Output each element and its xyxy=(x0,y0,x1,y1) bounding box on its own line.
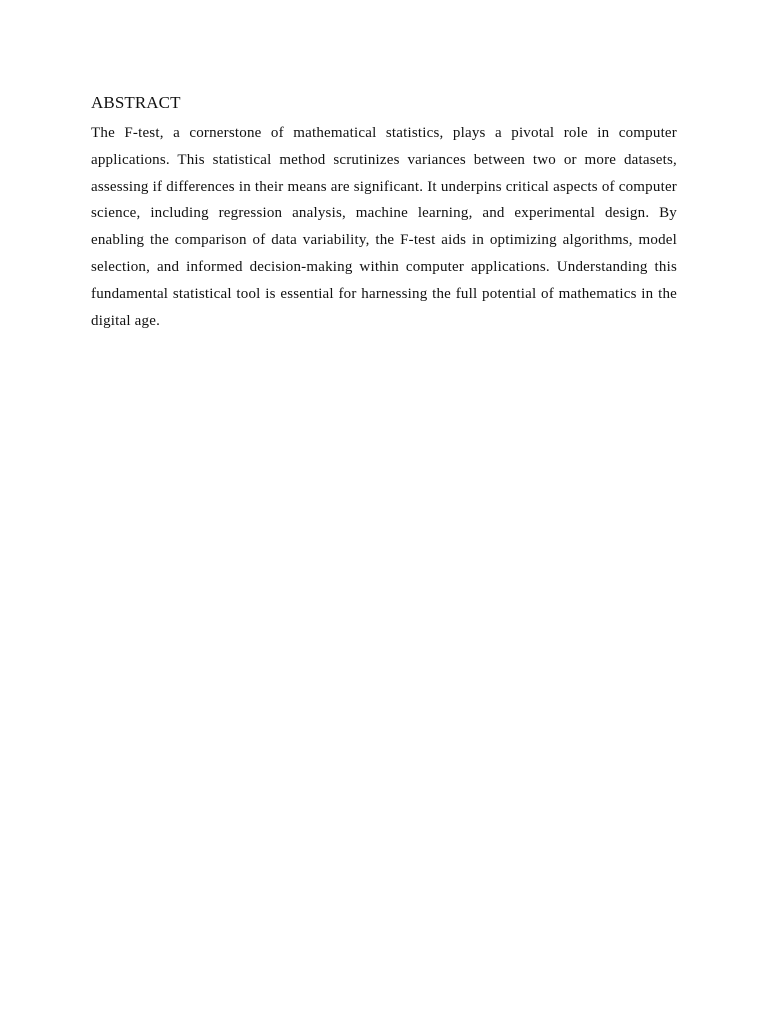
abstract-heading: ABSTRACT xyxy=(91,93,181,112)
abstract-section xyxy=(91,92,677,334)
abstract-paragraph: The F-test, a cornerstone of mathematical statistics, plays a pivotal role in computer applications. This statistical method scrutinizes variances between two or more datasets, assessing if differences in their means are significant. It underpins critical aspects of computer science, including regression analysis, machine learning, and experimental design. By enabling the comparison of data variability, the F-test aids in optimizing algorithms, model selection, and informed decision-making within computer applications. Understanding this fundamental statistical tool is essential for harnessing the full potential of mathematics in the digital age. xyxy=(91,125,677,329)
